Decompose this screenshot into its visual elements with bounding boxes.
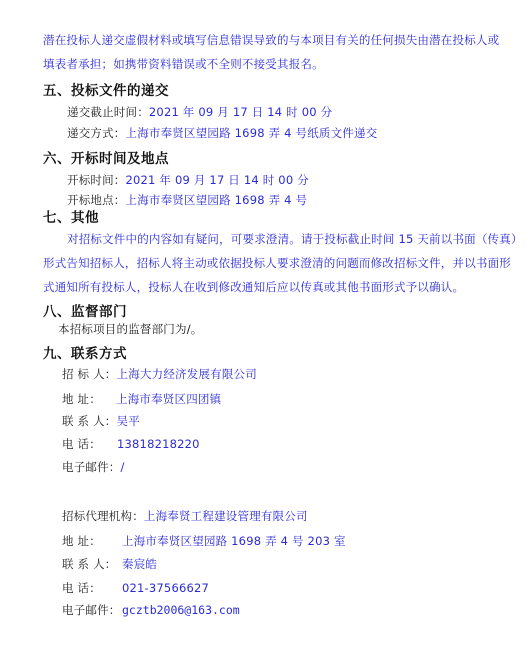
tenderer-phone-label: 电 话： (62, 437, 101, 451)
agent-address-row (62, 533, 346, 549)
agent-name-value: 上海奉贤工程建设管理有限公司 (143, 509, 308, 523)
tenderer-contact-value: 吴平 (116, 414, 140, 428)
submission-deadline-label: 递交截止时间： (67, 105, 149, 119)
other-line-3: 式通知所有投标人，投标人在收到修改通知后应以传真或其他书面形式予以确认。 (43, 280, 465, 294)
intro-line-1: 潜在投标人递交虚假材料或填写信息错误导致的与本项目有关的任何损失由潜在投标人或 (43, 33, 500, 47)
tenderer-name-label: 招 标 人： (62, 367, 117, 381)
opening-time-label: 开标时间： (67, 173, 126, 187)
agent-phone-value: 021-37566627 (122, 581, 210, 595)
agent-email-label: 电子邮件： (62, 603, 121, 617)
opening-time-value: 2021 年 09 月 17 日 14 时 00 分 (125, 173, 309, 187)
opening-place-row (67, 192, 307, 208)
tenderer-email-row (62, 459, 125, 475)
opening-time-row (67, 172, 309, 188)
tenderer-contact-label: 联 系 人： (62, 414, 117, 428)
section-6-heading: 六、开标时间及地点 (43, 151, 169, 167)
submission-deadline-row (67, 104, 332, 120)
opening-place-label: 开标地点： (67, 193, 126, 207)
agent-phone-label: 电 话： (62, 581, 101, 595)
opening-place-value: 上海市奉贤区望园路 1698 弄 4 号 (125, 193, 308, 207)
intro-line-2: 填表者承担；如携带资料错误或不全则不接受其报名。 (43, 57, 324, 71)
submission-method-row (67, 125, 377, 141)
agent-contact-value: 秦宸皓 (122, 557, 158, 571)
tenderer-email-label: 电子邮件： (62, 460, 121, 474)
section-8-heading: 八、监督部门 (43, 304, 127, 320)
section-9-heading: 九、联系方式 (43, 346, 127, 362)
agent-address-label: 地 址： (62, 534, 101, 548)
submission-method-value: 上海市奉贤区望园路 1698 弄 4 号纸质文件递交 (125, 126, 378, 140)
agent-phone-row (62, 580, 209, 596)
agent-email-value[interactable]: gcztb2006@163.com (122, 603, 240, 617)
section-7-heading: 七、其他 (43, 210, 99, 226)
tenderer-email-value: / (120, 460, 125, 474)
supervision-line: 本招标项目的监督部门为/。 (58, 322, 203, 336)
tenderer-address-label: 地 址： (62, 392, 101, 406)
tenderer-phone-value: 13818218220 (117, 437, 200, 451)
tenderer-name-value: 上海大力经济发展有限公司 (116, 367, 257, 381)
tenderer-address-value: 上海市奉贤区四团镇 (116, 392, 222, 406)
submission-method-label: 递交方式： (67, 126, 126, 140)
tenderer-address-row (62, 391, 221, 407)
agent-address-value: 上海市奉贤区望园路 1698 弄 4 号 203 室 (122, 534, 346, 548)
tenderer-name-row (62, 366, 257, 382)
agent-name-label: 招标代理机构： (62, 509, 144, 523)
submission-deadline-value: 2021 年 09 月 17 日 14 时 00 分 (148, 105, 333, 119)
tenderer-contact-row (62, 413, 140, 429)
agent-email-row (62, 602, 240, 618)
agent-name-row (62, 508, 308, 524)
other-line-1: 对招标文件中的内容如有疑问，可要求澄清。请于投标截止时间 15 天前以书面（传真） (67, 232, 523, 246)
tenderer-phone-row (62, 436, 200, 452)
other-line-2: 形式告知招标人，招标人将主动或依据投标人要求澄清的问题而修改招标文件，并以书面形 (43, 256, 511, 270)
agent-contact-label: 联 系 人： (62, 557, 117, 571)
agent-contact-row (62, 556, 157, 572)
section-5-heading: 五、投标文件的递交 (43, 83, 169, 99)
